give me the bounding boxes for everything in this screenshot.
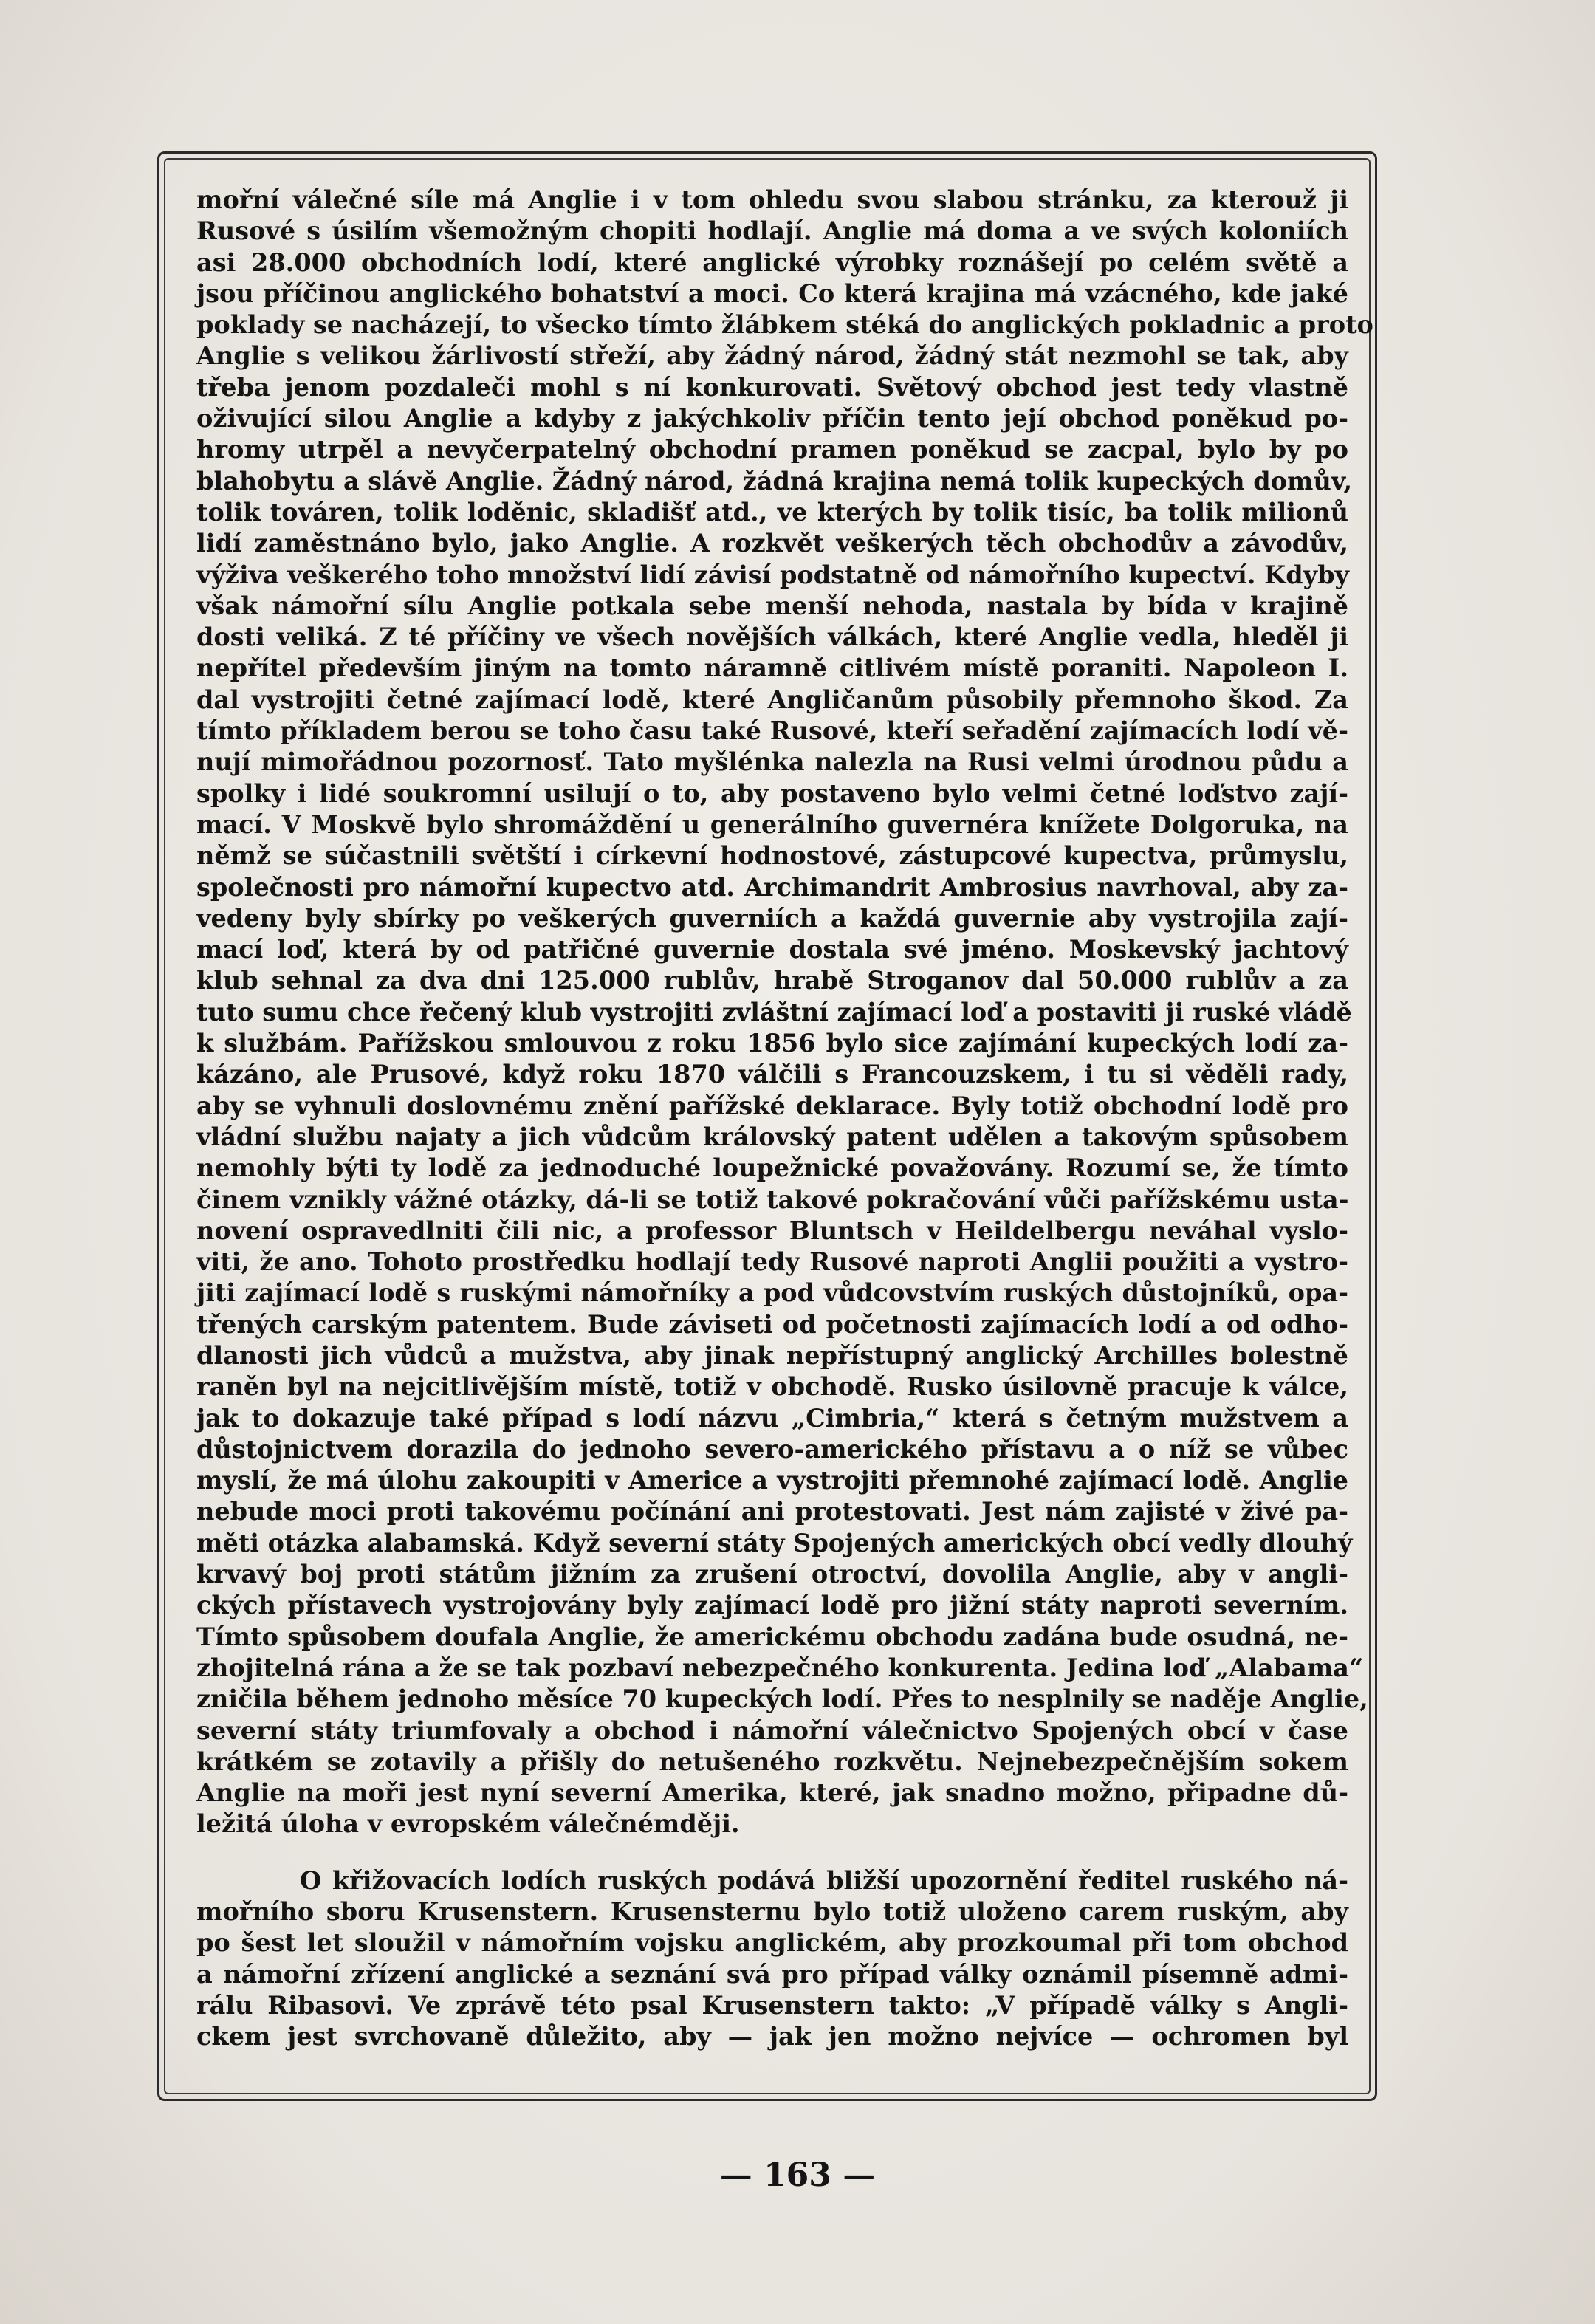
text-line: Anglie na moři jest nyní severní Amerika, které, jak snadno možno, připadne dů- (196, 1778, 1348, 1808)
text-line: kázáno, ale Prusové, když roku 1870 válčili s Francouzskem, i tu si věděli rady, (196, 1060, 1348, 1089)
text-line: dlanosti jich vůdců a mužstva, aby jinak nepřístupný anglický Archilles bolestně (196, 1340, 1348, 1370)
text-line: myslí, že má úlohu zakoupiti v Americe a vystrojiti přemnohé zajímací lodě. Anglie (196, 1466, 1348, 1495)
text-line: však námořní sílu Anglie potkala sebe menší nehoda, nastala by bída v krajině (196, 591, 1348, 620)
text-line: nebude moci proti takovému počínání ani protestovati. Jest nám zajisté v živé pa- (196, 1497, 1348, 1526)
paragraph (196, 185, 1373, 1840)
text-line: nepřítel především jiným na tomto náramně citlivém místě poraniti. Napoleon I. (196, 654, 1348, 683)
text-line: zhojitelná rána a že se tak pozbaví nebezpečného konkurenta. Jedina loď „Alabama“ (196, 1653, 1364, 1682)
text-line: O křižovacích lodích ruských podává bližší upozornění ředitel ruského ná- (300, 1865, 1348, 1895)
text-line: jak to dokazuje také případ s lodí názvu „Cimbria,“ která s četným mužstvem a (196, 1403, 1348, 1433)
text-line: dal vystrojiti četné zajímací lodě, které Angličanům působily přemnoho škod. Za (196, 685, 1348, 714)
text-line: mořního sboru Krusenstern. Krusensternu bylo totiž uloženo carem ruským, aby (196, 1897, 1348, 1927)
text-line: k službám. Pařížskou smlouvou z roku 1856 bylo sice zajímání kupeckých lodí za- (196, 1029, 1348, 1058)
text-line: krátkém se zotavily a přišly do netušeného rozkvětu. Nejnebezpečnějším sokem (196, 1747, 1348, 1776)
text-line: poklady se nacházejí, to všecko tímto žlábkem stéká do anglických pokladnic a proto (196, 310, 1373, 340)
page-number: — 163 — (719, 2156, 876, 2194)
text-line: vládní službu najaty a jich vůdcům královský patent udělen a takovým spůsobem (196, 1122, 1348, 1151)
text-line: a námořní zřízení anglické a seznání svá pro případ války oznámil písemně admi- (196, 1959, 1348, 1989)
text-line: mací loď, která by od patřičné guvernie dostala své jméno. Moskevský jachtový (196, 935, 1348, 964)
text-line: novení ospravedlniti čili nic, a professor Bluntsch v Heildelbergu neváhal vyslo- (196, 1216, 1348, 1245)
text-line: ckem jest svrchovaně důležito, aby — jak jen možno nejvíce — ochromen byl (196, 2022, 1348, 2052)
paragraph (196, 1865, 1348, 2053)
text-line: ckých přístavech vystrojovány byly zajímací lodě pro jižní státy naproti severním. (196, 1591, 1348, 1620)
text-line: důstojnictvem dorazila do jednoho severo-amerického přístavu a o níž se vůbec (196, 1434, 1348, 1464)
text-line: krvavý boj proti státům jižním za zrušení otroctví, dovolila Anglie, aby v angli- (196, 1560, 1348, 1589)
text-line: němž se súčastnili světští i církevní hodnostové, zástupcové kupectva, průmyslu, (196, 841, 1348, 871)
text-line: nují mimořádnou pozornosť. Tato myšlénka nalezla na Rusi velmi úrodnou půdu a (196, 747, 1348, 777)
text-line: činem vznikly vážné otázky, dá-li se totiž takové pokračování vůči pařížskému usta- (196, 1185, 1349, 1214)
paragraph-gap (196, 1840, 1348, 1865)
text-line: výživa veškerého toho množství lidí závisí podstatně od námořního kupectví. Kdyby (196, 560, 1349, 589)
text-line: měti otázka alabamská. Když severní státy Spojených amerických obcí vedly dlouhý (196, 1528, 1353, 1557)
body-text (196, 185, 1373, 2053)
text-line: třených carským patentem. Bude záviseti od početnosti zajímacích lodí a od odho- (196, 1309, 1348, 1339)
text-line: mořní válečné síle má Anglie i v tom ohledu svou slabou stránku, za kterouž ji (196, 185, 1348, 214)
text-line: oživující silou Anglie a kdyby z jakýchkoliv příčin tento její obchod poněkud po- (196, 404, 1348, 433)
text-line: hromy utrpěl a nevyčerpatelný obchodní pramen poněkud se zacpal, bylo by po (196, 435, 1348, 465)
text-line: jiti zajímací lodě s ruskými námořníky a pod vůdcovstvím ruských důstojníků, opa- (196, 1278, 1348, 1308)
text-line: Anglie s velikou žárlivostí střeží, aby žádný národ, žádný stát nezmohl se tak, aby (196, 341, 1348, 371)
text-line: ležitá úloha v evropském válečnémději. (196, 1809, 740, 1839)
text-line: spolky i lidé soukromní usilují o to, aby postaveno bylo velmi četné loďstvo zají- (196, 778, 1348, 808)
text-line: raněn byl na nejcitlivějším místě, totiž v obchodě. Rusko úsilovně pracuje k válce, (196, 1372, 1348, 1402)
text-line: rálu Ribasovi. Ve zprávě této psal Krusenstern takto: „V případě války s Angli- (196, 1990, 1348, 2020)
text-line: zničila během jednoho měsíce 70 kupeckých lodí. Přes to nesplnily se naděje Anglie, (196, 1684, 1368, 1714)
text-line: tuto sumu chce řečený klub vystrojiti zvláštní zajímací loď a postaviti ji ruské vládě (196, 997, 1352, 1026)
text-line: dosti veliká. Z té příčiny ve všech novějších válkách, které Anglie vedla, hleděl ji (196, 623, 1348, 652)
text-line: Tímto spůsobem doufala Anglie, že americkému obchodu zadána bude osudná, ne- (196, 1622, 1348, 1651)
text-line: aby se vyhnuli doslovnému znění pařížské deklarace. Byly totiž obchodní lodě pro (196, 1091, 1348, 1120)
text-line: jsou příčinou anglického bohatství a moci. Co která krajina má vzácného, kde jaké (196, 278, 1348, 308)
text-line: vedeny byly sbírky po veškerých guverniích a každá guvernie aby vystrojila zají- (196, 903, 1348, 933)
text-line: po šest let sloužil v námořním vojsku anglickém, aby prozkoumal při tom obchod (196, 1928, 1348, 1958)
text-line: severní státy triumfovaly a obchod i námořní válečnictvo Spojených obcí v čase (196, 1715, 1348, 1745)
text-line: klub sehnal za dva dni 125.000 rublův, hrabě Stroganov dal 50.000 rublův a za (196, 966, 1348, 995)
text-line: Rusové s úsilím všemožným chopiti hodlají. Anglie má doma a ve svých koloniích (196, 216, 1348, 246)
text-line: nemohly býti ty lodě za jednoduché loupežnické považovány. Rozumí se, že tímto (196, 1154, 1348, 1183)
text-line: tolik továren, tolik loděnic, skladišť atd., ve kterých by tolik tisíc, ba tolik milionů (196, 497, 1348, 527)
text-line: tímto příkladem berou se toho času také Rusové, kteří seřadění zajímacích lodí vě- (196, 716, 1348, 746)
text-line: třeba jenom pozdaleči mohl s ní konkurovati. Světový obchod jest tedy vlastně (196, 372, 1348, 402)
text-line: lidí zaměstnáno bylo, jako Anglie. A rozkvět veškerých těch obchodův a závodův, (196, 529, 1348, 558)
text-line: blahobytu a slávě Anglie. Žádný národ, žádná krajina nemá tolik kupeckých domův, (196, 466, 1353, 496)
text-line: mací. V Moskvě bylo shromáždění u generálního guvernéra knížete Dolgoruka, na (196, 809, 1348, 839)
text-line: společnosti pro námořní kupectvo atd. Archimandrit Ambrosius navrhoval, aby za- (196, 872, 1348, 902)
text-line: viti, že ano. Tohoto prostředku hodlají tedy Rusové naproti Anglii použiti a vystro- (196, 1247, 1348, 1277)
text-line: asi 28.000 obchodních lodí, které anglické výrobky roznášejí po celém světě a (196, 247, 1348, 277)
